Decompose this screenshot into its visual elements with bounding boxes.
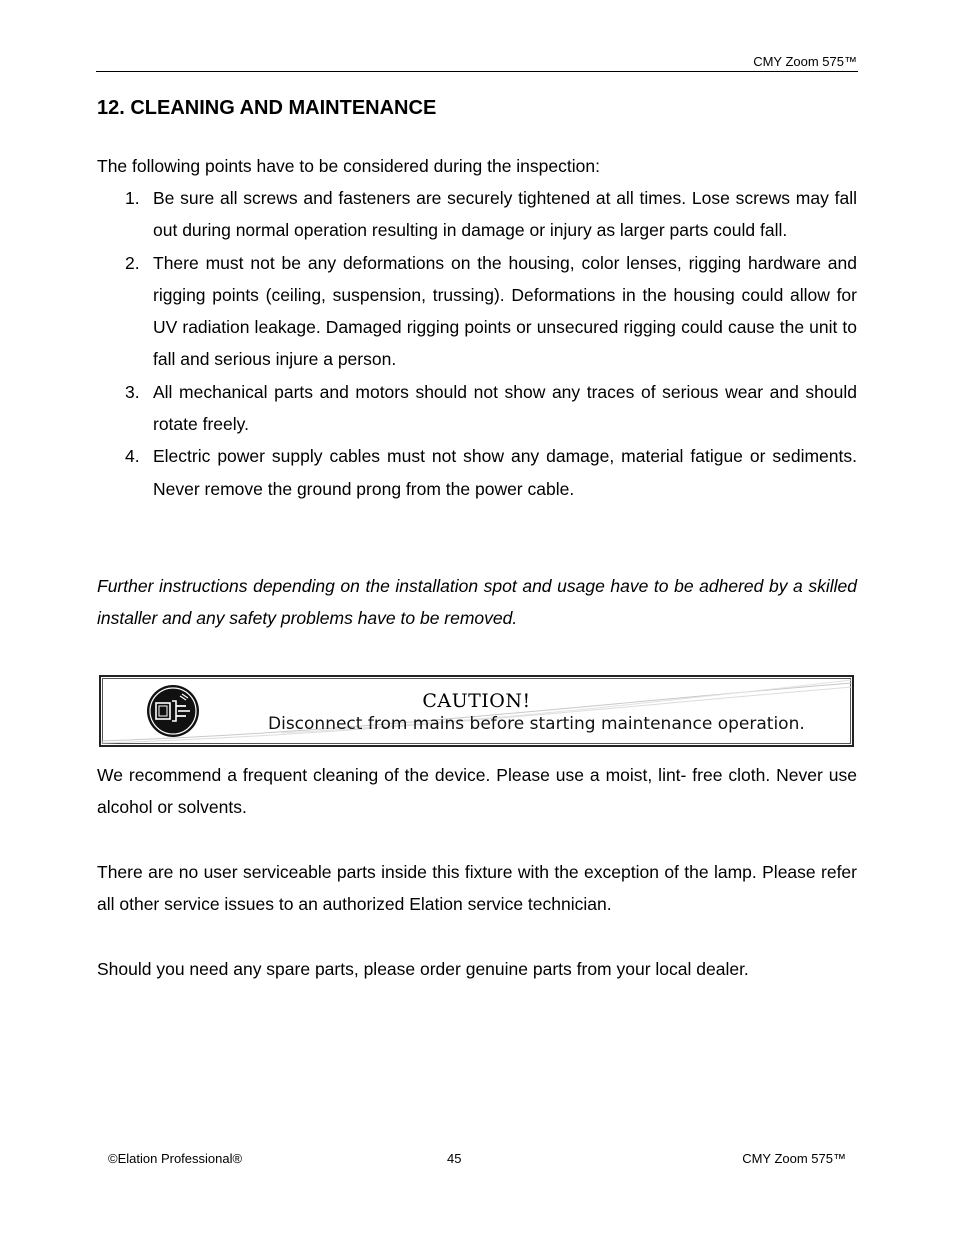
inspection-list [97, 182, 857, 505]
list-item-number: 3. [125, 381, 140, 402]
caution-box [99, 675, 854, 747]
header-divider [96, 71, 858, 72]
footer-copyright: ©Elation Professional® [108, 1151, 243, 1166]
list-item-number: 1. [125, 188, 140, 208]
list-item [97, 247, 857, 376]
list-item-number: 2. [125, 252, 140, 273]
list-item [97, 376, 857, 441]
list-item [97, 440, 857, 505]
caution-title: CAUTION! [422, 690, 531, 712]
list-item-text: Electric power supply cables must not show any damage, material fatigue or sediments. Never remove the ground prong from the power cable. [153, 446, 857, 499]
caution-text: Disconnect from mains before starting maintenance operation. [268, 714, 805, 734]
list-item [97, 182, 857, 247]
list-item-text: Be sure all screws and fasteners are securely tightened at all times. Lose screws may fall out during normal operation resulting in damage or injury as larger parts could fall. [153, 188, 857, 241]
footer-product-name: CMY Zoom 575™ [742, 1151, 846, 1166]
footer-page-number: 45 [447, 1151, 462, 1166]
list-item-text: There must not be any deformations on the housing, color lenses, rigging hardware and rigging points (ceiling, suspension, trussing). Deformations in the housing could allow for UV radiation leakage. Damaged rigging points or unsecured rigging could cause the unit to fall and serious injure a person. [153, 252, 857, 370]
header-product-name: CMY Zoom 575™ [753, 54, 857, 69]
inspection-intro: The following points have to be considered during the inspection: [97, 156, 600, 176]
section-title: 12. CLEANING AND MAINTENANCE [97, 97, 437, 119]
service-paragraph: There are no user serviceable parts inside this fixture with the exception of the lamp. Please refer all other service issues to an authorized Elation service technician. [97, 862, 857, 915]
list-item-text: All mechanical parts and motors should not show any traces of serious wear and should rotate freely. [153, 381, 857, 435]
installer-note: Further instructions depending on the installation spot and usage have to be adhered by a skilled installer and any safety problems have to be removed. [97, 576, 857, 629]
spare-parts-paragraph: Should you need any spare parts, please order genuine parts from your local dealer. [97, 959, 749, 979]
cleaning-paragraph: We recommend a frequent cleaning of the device. Please use a moist, lint- free cloth. Never use alcohol or solvents. [97, 765, 857, 818]
list-item-number: 4. [125, 446, 140, 467]
